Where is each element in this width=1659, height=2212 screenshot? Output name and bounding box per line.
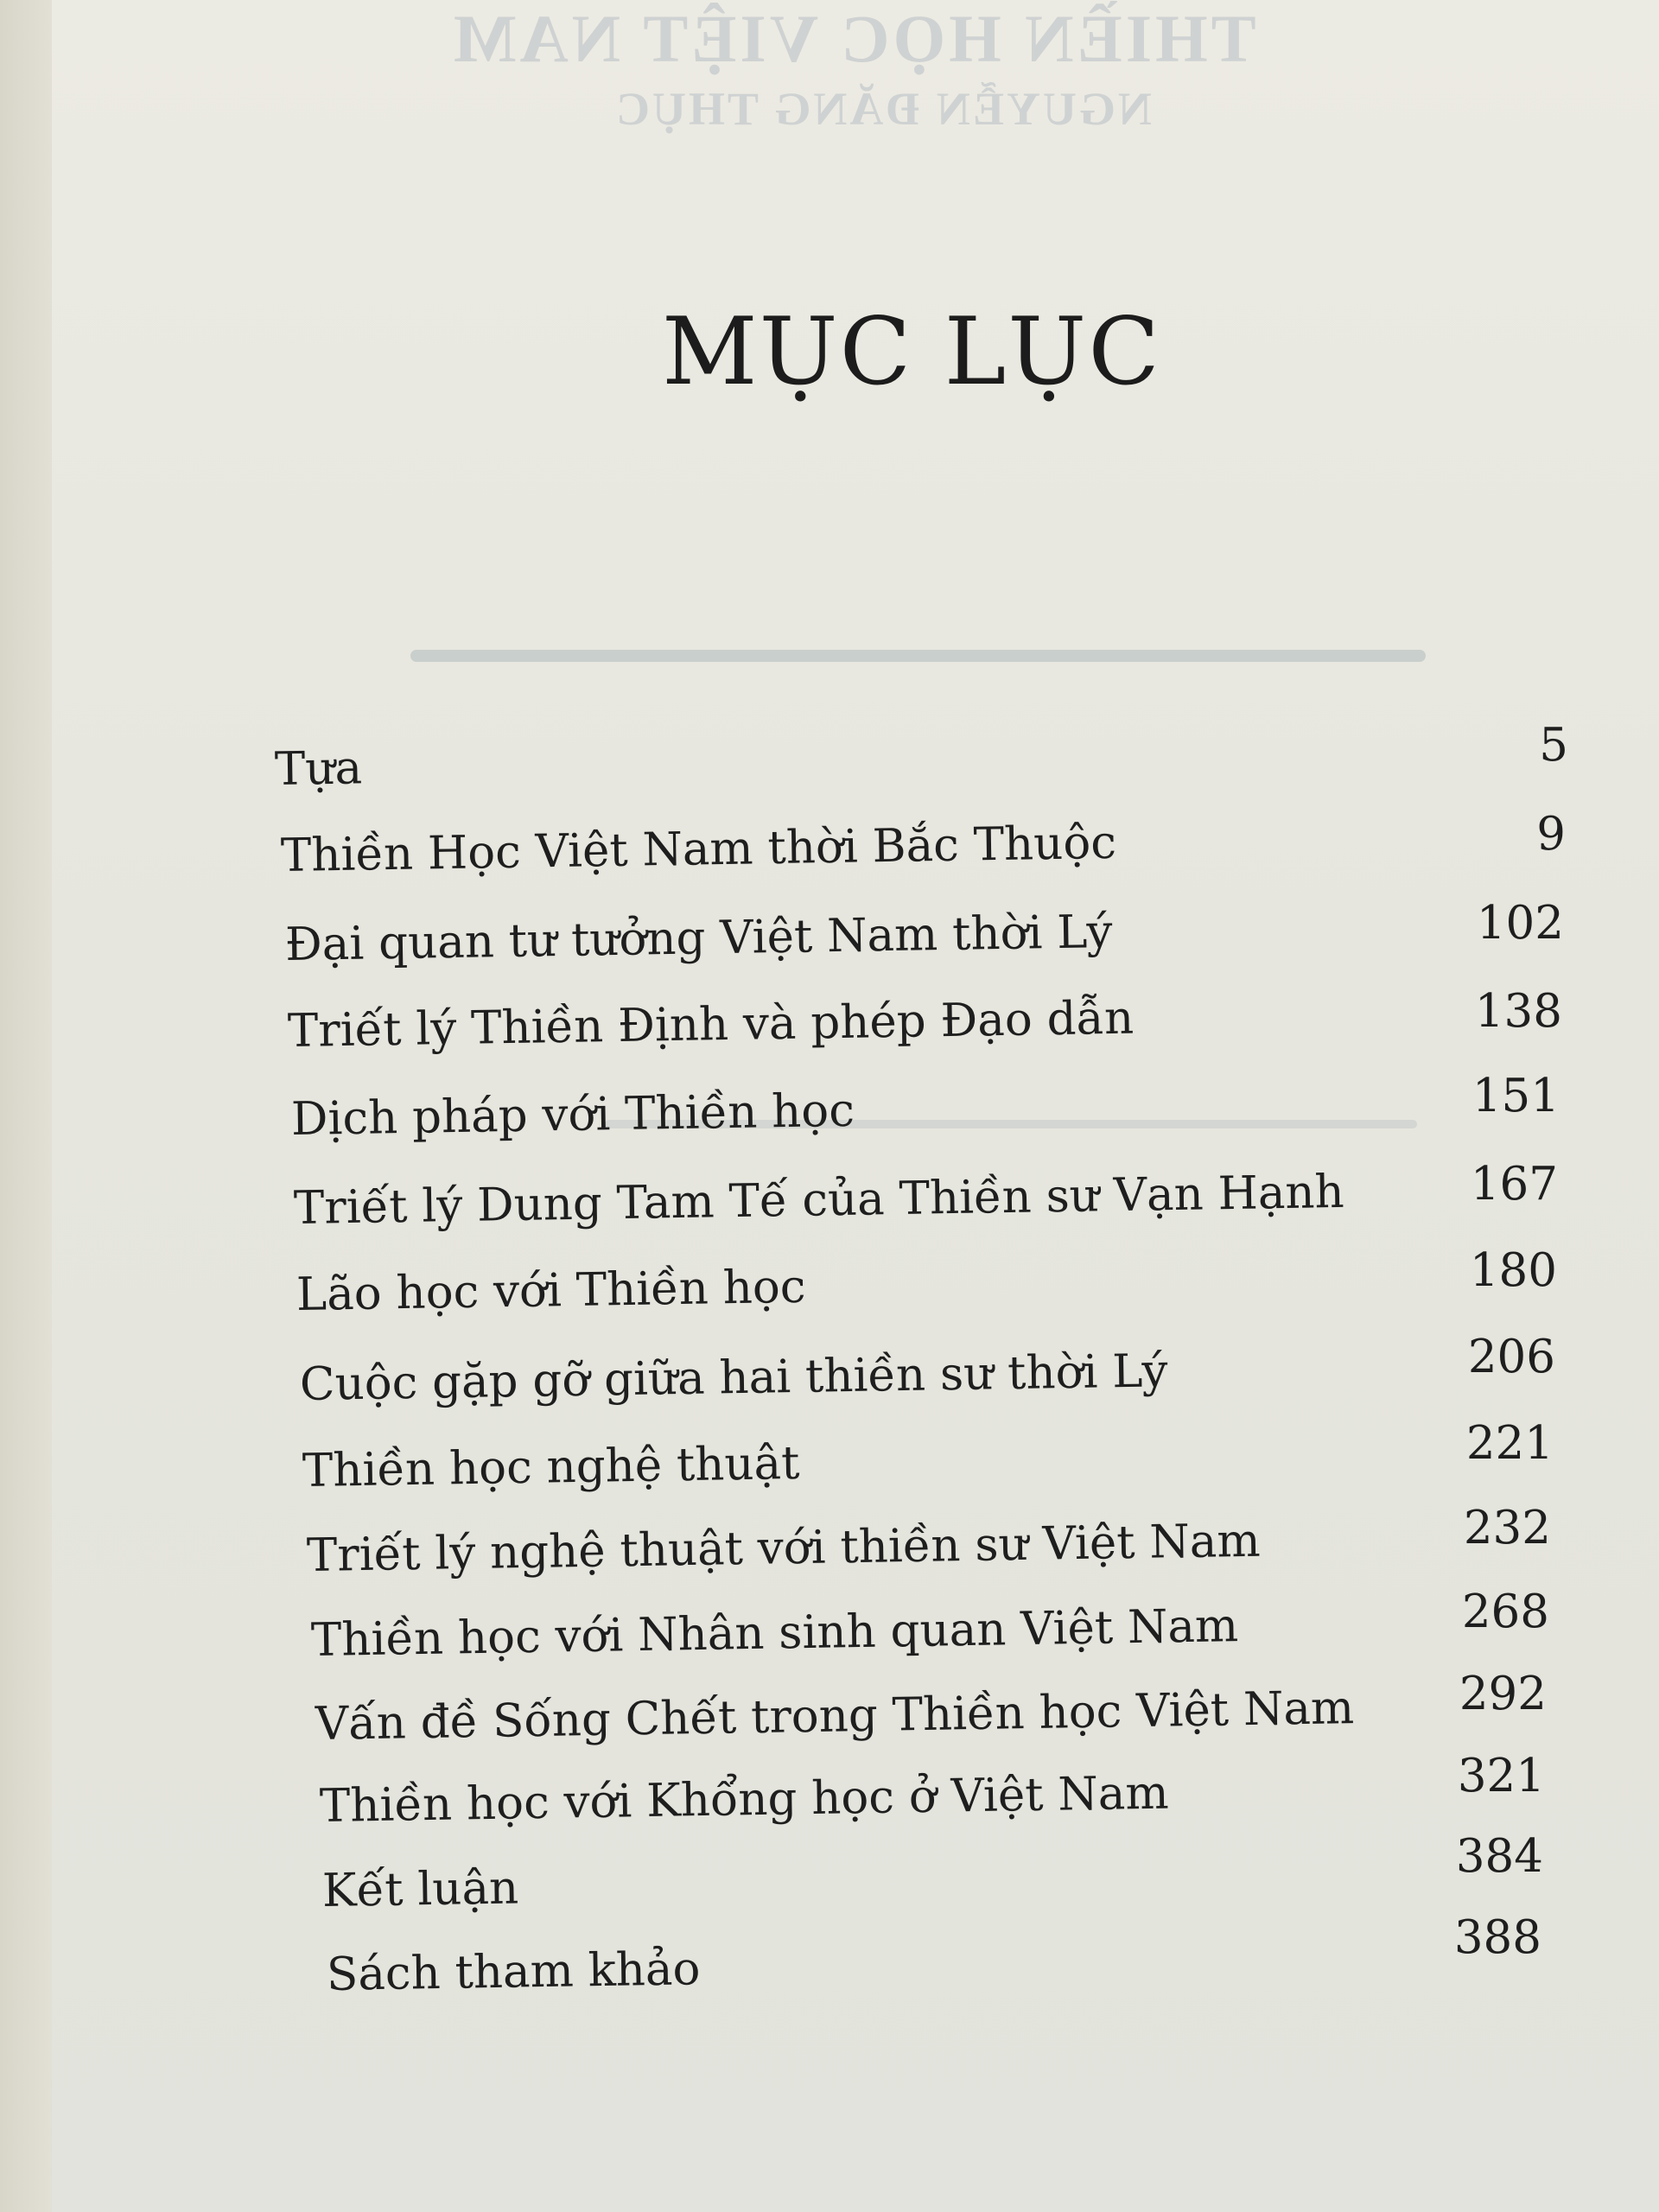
toc-entry-title: Thiền học với Nhân sinh quan Việt Nam (310, 1599, 1239, 1667)
toc-entry-page: 5 (1539, 719, 1568, 772)
toc-entry-title: Tựa (274, 741, 363, 796)
toc-entry-title: Sách tham khảo (326, 1942, 701, 2001)
page-title: MỤC LỤC (662, 298, 1161, 406)
toc-entry-title: Đại quan tư tưởng Việt Nam thời Lý (284, 905, 1113, 971)
toc-entry-page: 292 (1459, 1668, 1547, 1720)
toc-entry-page: 221 (1465, 1417, 1554, 1470)
toc-entry-page: 180 (1469, 1244, 1557, 1297)
toc-entry-title: Triết lý nghệ thuật với thiền sư Việt Nam (306, 1514, 1262, 1582)
toc-entry-page: 384 (1455, 1830, 1543, 1883)
toc-entry-page: 268 (1461, 1586, 1549, 1638)
toc-entry-page: 321 (1457, 1750, 1545, 1802)
toc-entry-title: Kết luận (321, 1861, 519, 1917)
toc-entry-title: Triết lý Thiền Định và phép Đạo dẫn (287, 991, 1135, 1058)
toc-entry-title: Dịch pháp với Thiền học (290, 1084, 855, 1146)
show-through-author: NGUYỄN ĐĂNG THỤC (613, 83, 1153, 135)
toc-entry-page: 388 (1453, 1911, 1541, 1964)
toc-entry-page: 232 (1463, 1502, 1551, 1554)
toc-entry-page: 151 (1471, 1070, 1560, 1122)
toc-entry-title: Thiền học với Khổng học ở Việt Nam (319, 1766, 1170, 1833)
toc-entry-title: Triết lý Dung Tam Tế của Thiền sư Vạn Hạnh (293, 1165, 1345, 1235)
toc-entry-title: Thiền Học Việt Nam thời Bắc Thuộc (280, 816, 1117, 882)
show-through-book-title: THIỀN HỌC VIỆT NAM (449, 1, 1256, 76)
toc-entry-page: 138 (1474, 985, 1562, 1038)
toc-entry-title: Thiền học nghệ thuật (302, 1436, 800, 1497)
toc-entry-page: 9 (1536, 808, 1566, 861)
toc-entry-title: Lão học với Thiền học (296, 1260, 806, 1321)
toc-entry-page: 167 (1470, 1158, 1558, 1211)
toc-entry-page: 102 (1476, 897, 1564, 950)
toc-entry-title: Cuộc gặp gỡ giữa hai thiền sư thời Lý (299, 1344, 1168, 1411)
toc-entry-title: Vấn đề Sống Chết trong Thiền học Việt Nam (315, 1681, 1355, 1751)
toc-entry-page: 206 (1467, 1331, 1555, 1383)
